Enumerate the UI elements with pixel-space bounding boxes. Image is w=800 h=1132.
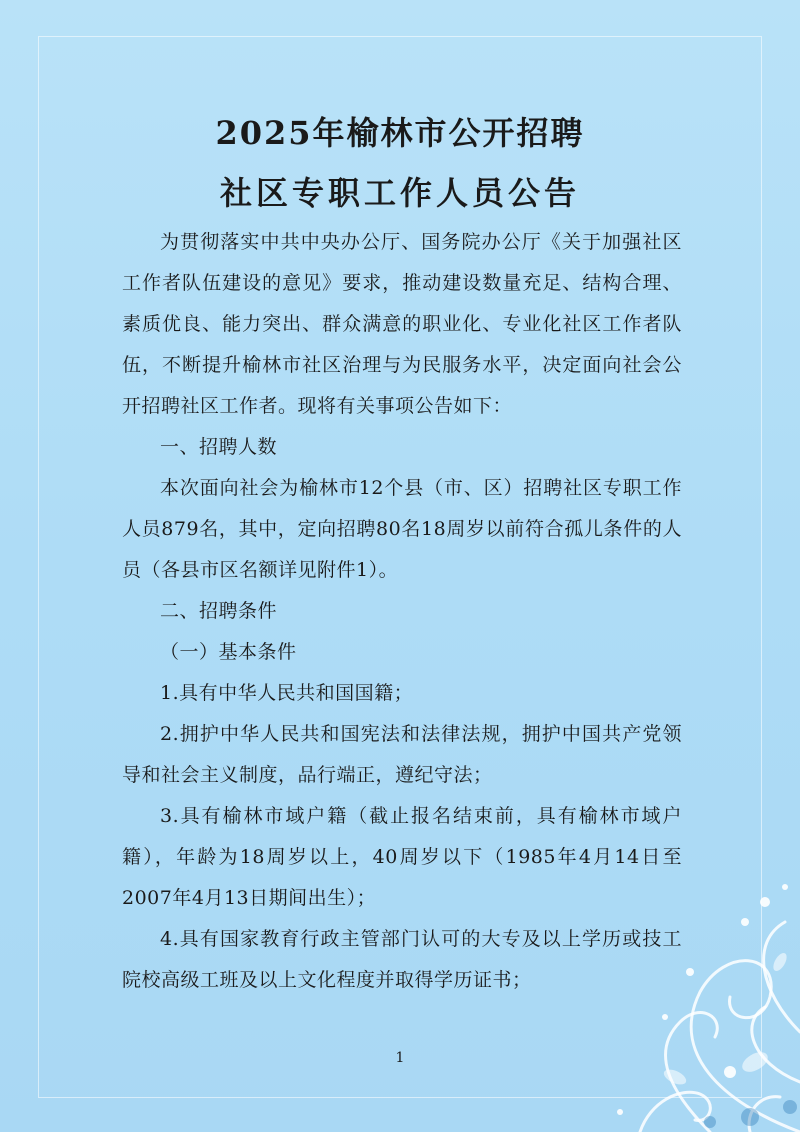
title-line-2: 社区专职工作人员公告: [219, 174, 580, 212]
section-heading-conditions: 二、招聘条件: [160, 600, 278, 622]
page-number: 1: [395, 1050, 405, 1066]
recruitment-count-paragraph: 本次面向社会为榆林市12个县（市、区）招聘社区专职工作人员879名，其中，定向招聘80名18周岁以前符合孤儿条件的人员（各县市区名额详见附件1）。: [122, 477, 682, 581]
swirl-floral-ornament: [550, 832, 800, 1132]
condition-item-1: 1.具有中华人民共和国国籍；: [160, 682, 414, 704]
section-heading-recruitment-count: 一、招聘人数: [160, 436, 278, 458]
title-line-1: 2025年榆林市公开招聘: [215, 114, 585, 152]
intro-paragraph: 为贯彻落实中共中央办公厅、国务院办公厅《关于加强社区工作者队伍建设的意见》要求，推动建设数量充足、结构合理、素质优良、能力突出、群众满意的职业化、专业化社区工作者队伍，不断提升榆林市社区治理与为民服务水平，决定面向社会公开招聘社区工作者。现将有关事项公告如下：: [122, 231, 682, 417]
condition-item-4: 4.具有国家教育行政主管部门认可的大专及以上学历或技工院校高级工班及以上文化程度并取得学历证书；: [122, 928, 682, 991]
condition-item-2: 2.拥护中华人民共和国宪法和法律法规，拥护中国共产党领导和社会主义制度，品行端正，遵纪守法；: [122, 723, 682, 786]
subsection-heading-basic: （一）基本条件: [160, 641, 297, 663]
condition-item-3: 3.具有榆林市域户籍（截止报名结束前，具有榆林市域户籍），年龄为18周岁以上，40周岁以下（1985年4月14日至2007年4月13日期间出生）；: [122, 805, 682, 909]
